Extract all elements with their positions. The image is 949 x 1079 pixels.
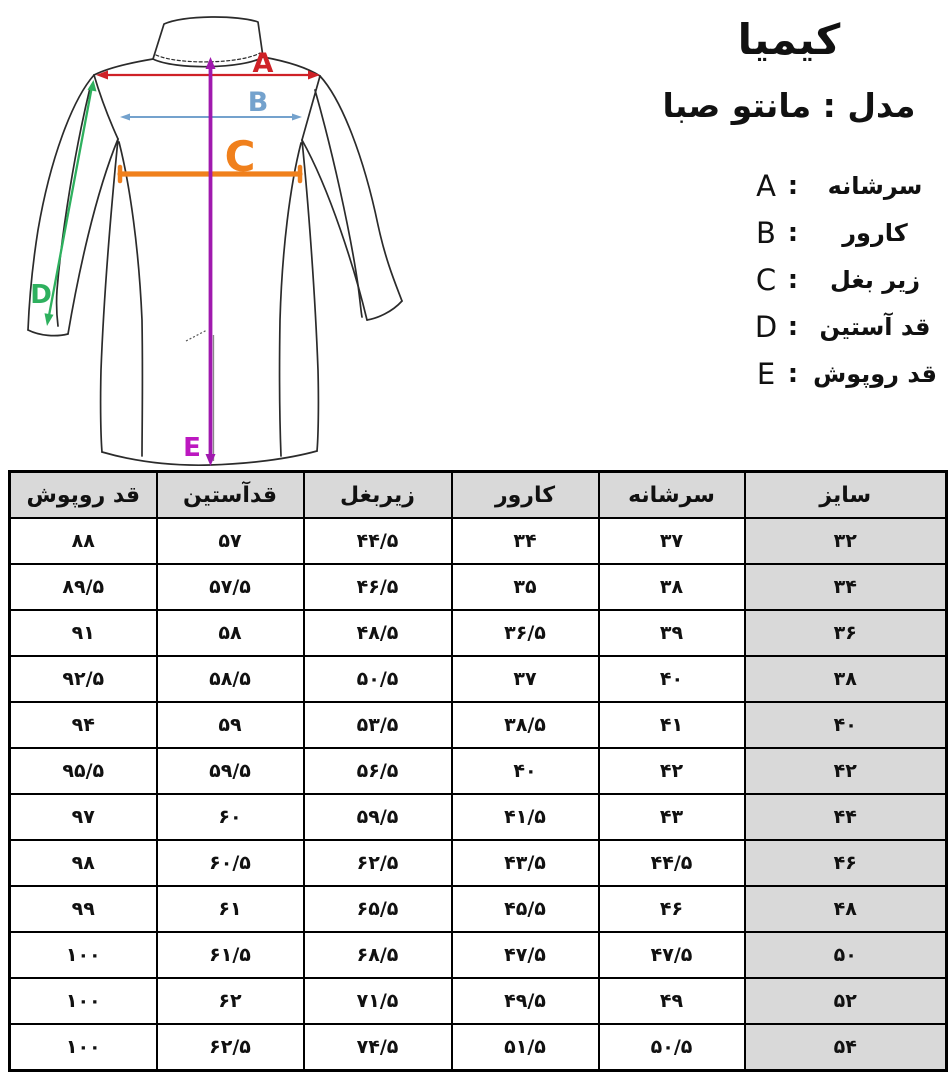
right-armhole xyxy=(302,76,320,140)
cell-measure: ۴۷/۵ xyxy=(452,932,599,978)
collar xyxy=(153,17,263,59)
column-header: قد روپوش xyxy=(10,472,157,519)
legend-label-a: سرشانه xyxy=(827,171,923,200)
cell-measure: ۷۴/۵ xyxy=(304,1024,452,1071)
right-princess-seam xyxy=(280,143,301,456)
cell-measure: ۶۱/۵ xyxy=(157,932,304,978)
right-sleeve-cuff xyxy=(367,301,402,320)
cell-measure: ۹۲/۵ xyxy=(10,656,157,702)
legend-row-b xyxy=(629,209,949,256)
column-header: قدآستین xyxy=(157,472,304,519)
cell-measure: ۸۹/۵ xyxy=(10,564,157,610)
legend-letter-e: E xyxy=(756,356,776,391)
column-header: کارور xyxy=(452,472,599,519)
label-e: E xyxy=(183,433,201,463)
legend-row-e xyxy=(629,350,949,397)
table-row xyxy=(10,610,947,656)
table-row xyxy=(10,702,947,748)
measure-a-arrow xyxy=(96,71,320,80)
table-row xyxy=(10,932,947,978)
table-row xyxy=(10,564,947,610)
cell-measure: ۱۰۰ xyxy=(10,1024,157,1071)
cell-size: ۴۰ xyxy=(745,702,947,748)
legend-letter-c: C xyxy=(755,262,777,297)
cell-measure: ۴۱/۵ xyxy=(452,794,599,840)
cell-measure: ۳۴ xyxy=(452,518,599,564)
cell-measure: ۵۷ xyxy=(157,518,304,564)
right-sleeve-seam xyxy=(315,90,362,317)
cell-measure: ۵۷/۵ xyxy=(157,564,304,610)
cell-measure: ۴۴/۵ xyxy=(304,518,452,564)
legend-letter-d: D xyxy=(754,309,778,344)
cell-measure: ۴۴/۵ xyxy=(599,840,745,886)
legend-label-c: زیر بغل xyxy=(829,265,921,294)
legend-label-b: کارور xyxy=(842,218,908,247)
legend-label-e: قد روپوش xyxy=(813,359,937,388)
cell-measure: ۱۰۰ xyxy=(10,932,157,978)
cell-measure: ۹۹ xyxy=(10,886,157,932)
right-sleeve-outer xyxy=(320,76,402,301)
legend-colon: : xyxy=(787,264,799,295)
cell-measure: ۶۸/۵ xyxy=(304,932,452,978)
left-body-side xyxy=(101,139,118,452)
cell-size: ۳۶ xyxy=(745,610,947,656)
cell-measure: ۳۶/۵ xyxy=(452,610,599,656)
cell-size: ۵۰ xyxy=(745,932,947,978)
left-princess-seam xyxy=(119,142,142,456)
table-row xyxy=(10,1024,947,1071)
label-a: A xyxy=(252,48,274,79)
model-title: مدل : مانتو صبا xyxy=(662,86,916,125)
cell-size: ۴۲ xyxy=(745,748,947,794)
cell-measure: ۵۶/۵ xyxy=(304,748,452,794)
cell-measure: ۵۸/۵ xyxy=(157,656,304,702)
column-header: سرشانه xyxy=(599,472,745,519)
cell-measure: ۹۵/۵ xyxy=(10,748,157,794)
table-row xyxy=(10,978,947,1024)
cell-measure: ۴۸/۵ xyxy=(304,610,452,656)
cell-measure: ۹۸ xyxy=(10,840,157,886)
cell-measure: ۴۶ xyxy=(599,886,745,932)
cell-measure: ۹۷ xyxy=(10,794,157,840)
cell-size: ۳۲ xyxy=(745,518,947,564)
collar-stitch-dashed xyxy=(156,53,260,62)
cell-measure: ۶۱ xyxy=(157,886,304,932)
label-d: D xyxy=(30,280,52,310)
cell-measure: ۵۹ xyxy=(157,702,304,748)
cell-measure: ۴۹ xyxy=(599,978,745,1024)
size-table xyxy=(8,470,948,1072)
cell-measure: ۹۴ xyxy=(10,702,157,748)
cell-measure: ۵۹/۵ xyxy=(157,748,304,794)
cell-size: ۳۴ xyxy=(745,564,947,610)
brand-title: کیمیا xyxy=(737,15,841,64)
right-body-side xyxy=(302,140,318,451)
table-row xyxy=(10,518,947,564)
cell-measure: ۴۳ xyxy=(599,794,745,840)
cell-measure: ۴۹/۵ xyxy=(452,978,599,1024)
size-table-body xyxy=(10,518,947,1071)
cell-measure: ۷۱/۵ xyxy=(304,978,452,1024)
table-row xyxy=(10,840,947,886)
left-sleeve-cuff xyxy=(28,330,68,336)
legend-letter-b: B xyxy=(756,215,776,250)
cell-measure: ۶۲/۵ xyxy=(304,840,452,886)
cell-measure: ۶۰ xyxy=(157,794,304,840)
table-row xyxy=(10,656,947,702)
table-row xyxy=(10,794,947,840)
coat-outline xyxy=(28,17,402,465)
cell-measure: ۴۳/۵ xyxy=(452,840,599,886)
cell-measure: ۵۳/۵ xyxy=(304,702,452,748)
legend-label-d: قد آستین xyxy=(819,312,931,341)
cell-measure: ۴۶/۵ xyxy=(304,564,452,610)
cell-size: ۴۶ xyxy=(745,840,947,886)
label-c: C xyxy=(224,132,256,181)
cell-measure: ۴۲ xyxy=(599,748,745,794)
cell-size: ۳۸ xyxy=(745,656,947,702)
cell-measure: ۴۰ xyxy=(599,656,745,702)
legend-row-c xyxy=(629,256,949,303)
left-armhole xyxy=(94,75,118,139)
cell-measure: ۶۵/۵ xyxy=(304,886,452,932)
cell-size: ۴۴ xyxy=(745,794,947,840)
cell-measure: ۵۰/۵ xyxy=(599,1024,745,1071)
cell-measure: ۴۷/۵ xyxy=(599,932,745,978)
legend-colon: : xyxy=(787,311,799,342)
cell-measure: ۹۱ xyxy=(10,610,157,656)
cell-size: ۵۲ xyxy=(745,978,947,1024)
label-b: B xyxy=(247,87,269,118)
column-header: سایز xyxy=(745,472,947,519)
cell-measure: ۴۵/۵ xyxy=(452,886,599,932)
legend-row-a xyxy=(629,162,949,209)
cell-measure: ۵۱/۵ xyxy=(452,1024,599,1071)
cell-measure: ۶۰/۵ xyxy=(157,840,304,886)
cell-measure: ۳۵ xyxy=(452,564,599,610)
cell-measure: ۳۹ xyxy=(599,610,745,656)
legend-colon: : xyxy=(787,170,799,201)
legend-colon: : xyxy=(787,358,799,389)
cell-measure: ۶۲ xyxy=(157,978,304,1024)
cell-measure: ۵۹/۵ xyxy=(304,794,452,840)
cell-measure: ۵۸ xyxy=(157,610,304,656)
cell-measure: ۴۰ xyxy=(452,748,599,794)
legend-row-d xyxy=(629,303,949,350)
stitch-mark-dashed xyxy=(186,330,207,341)
cell-measure: ۱۰۰ xyxy=(10,978,157,1024)
cell-measure: ۳۷ xyxy=(452,656,599,702)
legend-letter-a: A xyxy=(756,168,776,203)
column-header: زیربغل xyxy=(304,472,452,519)
table-row xyxy=(10,886,947,932)
coat-diagram xyxy=(0,0,435,470)
title-panel xyxy=(629,14,949,397)
cell-measure: ۳۷ xyxy=(599,518,745,564)
cell-measure: ۳۸ xyxy=(599,564,745,610)
size-table-head-row xyxy=(10,472,947,519)
cell-measure: ۴۱ xyxy=(599,702,745,748)
legend-colon: : xyxy=(787,217,799,248)
cell-measure: ۵۰/۵ xyxy=(304,656,452,702)
measurement-legend xyxy=(629,162,949,397)
cell-measure: ۶۲/۵ xyxy=(157,1024,304,1071)
cell-measure: ۸۸ xyxy=(10,518,157,564)
cell-size: ۴۸ xyxy=(745,886,947,932)
table-row xyxy=(10,748,947,794)
cell-size: ۵۴ xyxy=(745,1024,947,1071)
cell-measure: ۳۸/۵ xyxy=(452,702,599,748)
